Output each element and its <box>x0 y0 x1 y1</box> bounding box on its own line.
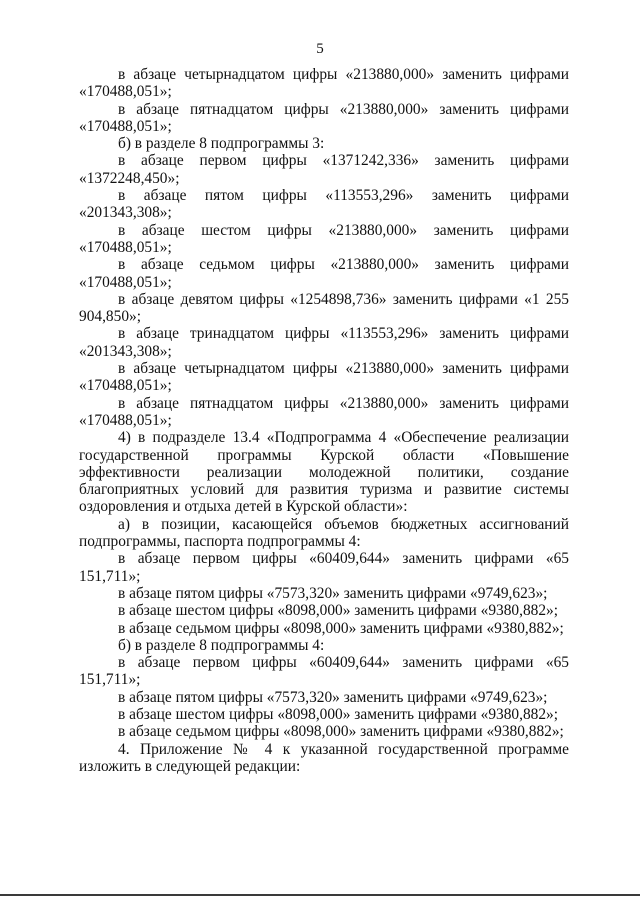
paragraph: а) в позиции, касающейся объемов бюджетных ассигнований подпрограммы, паспорта подпрограммы 4: <box>79 515 569 551</box>
paragraph: в абзаце шестом цифры «213880,000» заменить цифрами «170488,051»; <box>79 221 569 256</box>
paragraph: в абзаце первом цифры «60409,644» заменить цифрами «65 151,711»; <box>79 654 569 689</box>
paragraph: в абзаце первом цифры «1371242,336» заменить цифрами «1372248,450»; <box>79 152 569 187</box>
paragraph: 4) в подразделе 13.4 «Подпрограмма 4 «Обеспечение реализации государственной программы Курской области «Повышение эффективности реализации молодежной политики, создание благоприятных условий для развития туризма и развитие системы оздоровления и отдыха детей в Курской области»: <box>79 429 569 516</box>
paragraph: в абзаце шестом цифры «8098,000» заменить цифрами «9380,882»; <box>118 705 559 723</box>
paragraph: в абзаце шестом цифры «8098,000» заменить цифрами «9380,882»; <box>118 602 559 620</box>
paragraph: б) в разделе 8 подпрограммы 4: <box>118 636 325 654</box>
paragraph: в абзаце девятом цифры «1254898,736» заменить цифрами «1 255 904,850»; <box>79 290 569 326</box>
paragraph: в абзаце пятнадцатом цифры «213880,000» заменить цифрами «170488,051»; <box>79 394 569 429</box>
paragraph: в абзаце седьмом цифры «8098,000» заменить цифрами «9380,882»; <box>118 619 564 637</box>
paragraph: в абзаце первом цифры «60409,644» заменить цифрами «65 151,711»; <box>79 550 569 585</box>
paragraph: 4. Приложение № 4 к указанной государственной программе изложить в следующей редакции: <box>79 740 569 775</box>
paragraph: б) в разделе 8 подпрограммы 3: <box>118 135 325 153</box>
paragraph: в абзаце пятнадцатом цифры «213880,000» заменить цифрами «170488,051»; <box>79 100 569 135</box>
paragraph: в абзаце четырнадцатом цифры «213880,000» заменить цифрами «170488,051»; <box>79 360 569 395</box>
document-body <box>79 66 569 775</box>
page-number: 5 <box>316 41 324 57</box>
paragraph: в абзаце пятом цифры «7573,320» заменить цифрами «9749,623»; <box>118 584 548 602</box>
scan-edge-line <box>0 894 640 896</box>
paragraph: в абзаце четырнадцатом цифры «213880,000» заменить цифрами «170488,051»; <box>79 66 569 101</box>
paragraph: в абзаце седьмом цифры «8098,000» заменить цифрами «9380,882»; <box>118 723 564 741</box>
paragraph: в абзаце пятом цифры «7573,320» заменить цифрами «9749,623»; <box>118 688 548 706</box>
paragraph: в абзаце пятом цифры «113553,296» заменить цифрами «201343,308»; <box>79 187 569 222</box>
paragraph: в абзаце седьмом цифры «213880,000» заменить цифрами «170488,051»; <box>79 256 569 291</box>
paragraph: в абзаце тринадцатом цифры «113553,296» заменить цифрами «201343,308»; <box>79 325 569 360</box>
